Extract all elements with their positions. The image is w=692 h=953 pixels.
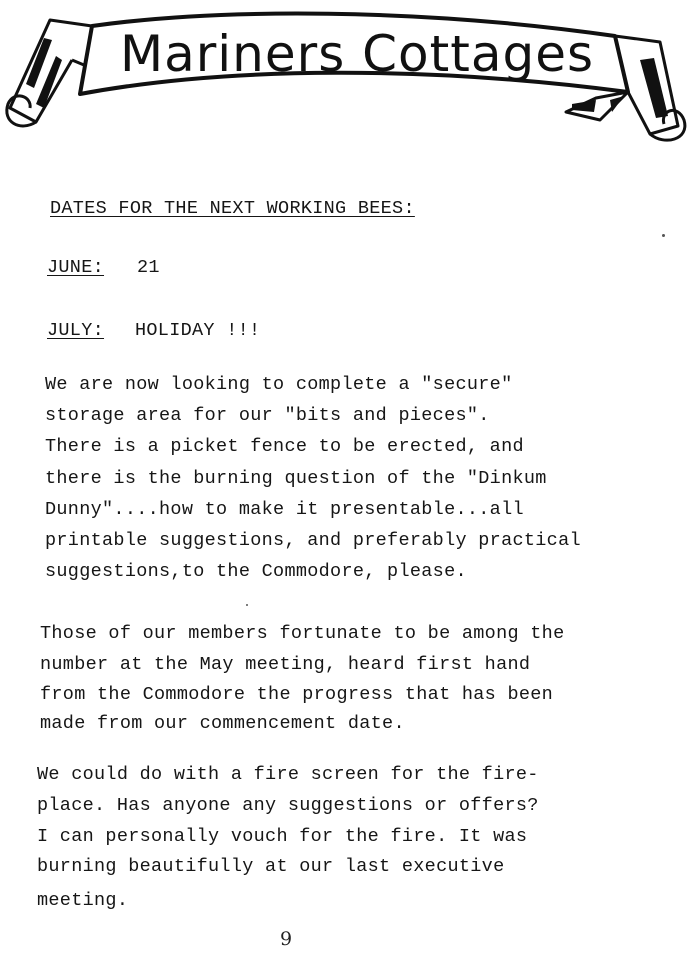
paragraph-line: meeting. xyxy=(37,890,129,911)
paragraph-line: storage area for our "bits and pieces". xyxy=(45,405,490,426)
paragraph-line: We are now looking to complete a "secure" xyxy=(45,374,513,395)
paragraph-line: I can personally vouch for the fire. It was xyxy=(37,826,528,847)
paragraph-line: made from our commencement date. xyxy=(40,713,405,734)
paragraph-line: place. Has anyone any suggestions or offers? xyxy=(37,795,539,816)
paragraph-line: Those of our members fortunate to be among the xyxy=(40,623,565,644)
july-label: JULY: xyxy=(47,320,105,341)
scan-speck xyxy=(662,234,665,237)
paragraph-line: printable suggestions, and preferably practical xyxy=(45,530,581,551)
paragraph-line: Dunny"....how to make it presentable...all xyxy=(45,499,524,520)
paragraph-line: number at the May meeting, heard first hand xyxy=(40,654,531,675)
scan-speck xyxy=(246,604,248,606)
paragraph-line: We could do with a fire screen for the fire- xyxy=(37,764,539,785)
scroll-banner xyxy=(0,0,692,160)
paragraph-line: suggestions,to the Commodore, please. xyxy=(45,561,467,582)
june-date: 21 xyxy=(137,257,160,278)
working-bees-heading: DATES FOR THE NEXT WORKING BEES: xyxy=(50,198,415,219)
june-label: JUNE: xyxy=(47,257,105,278)
paragraph-line: There is a picket fence to be erected, and xyxy=(45,436,524,457)
page-number: 9 xyxy=(280,928,293,950)
paragraph-line: from the Commodore the progress that has been xyxy=(40,684,554,705)
paragraph-line: there is the burning question of the "Dinkum xyxy=(45,468,547,489)
july-date: HOLIDAY !!! xyxy=(135,320,261,341)
paragraph-line: burning beautifully at our last executive xyxy=(37,856,505,877)
banner-title: Mariners Cottages xyxy=(119,25,595,83)
